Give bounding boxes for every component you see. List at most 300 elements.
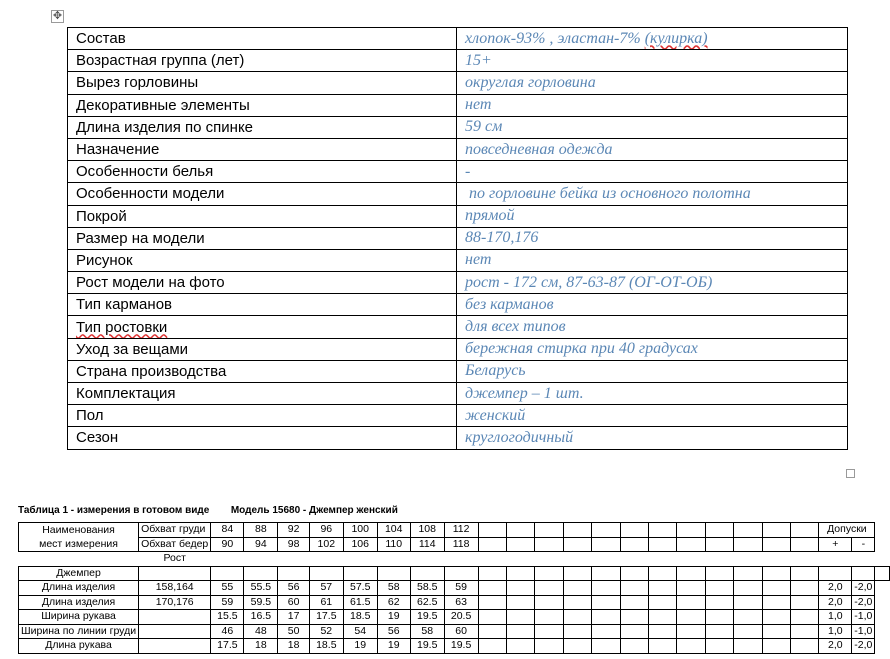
empty-cell[interactable]: [592, 581, 620, 596]
empty-cell[interactable]: [648, 552, 676, 567]
empty-cell[interactable]: [535, 566, 563, 581]
chest-size[interactable]: 84: [211, 523, 244, 538]
empty-cell[interactable]: [478, 610, 506, 625]
tol-plus[interactable]: 1,0: [819, 610, 852, 625]
empty-cell[interactable]: [19, 552, 139, 567]
spec-value-text: округлая горловина: [465, 73, 596, 91]
empty-cell[interactable]: [819, 552, 852, 567]
spec-value-spellcheck: (кулирка): [644, 29, 708, 47]
spec-row: [68, 316, 848, 338]
empty-cell[interactable]: [535, 581, 563, 596]
empty-cell[interactable]: [677, 610, 705, 625]
measure-height[interactable]: 158,164: [139, 581, 211, 596]
height-label[interactable]: Рост: [163, 552, 186, 565]
table1-caption-model: Модель 15680 - Джемпер женский: [230, 505, 398, 516]
empty-cell[interactable]: [791, 639, 819, 654]
empty-cell[interactable]: [535, 624, 563, 639]
tol-plus[interactable]: 1,0: [819, 624, 852, 639]
empty-cell[interactable]: [244, 566, 278, 581]
tol-plus-header[interactable]: +: [819, 537, 852, 552]
measure-value[interactable]: 56: [278, 581, 310, 596]
empty-cell[interactable]: [478, 624, 506, 639]
empty-cell[interactable]: [677, 639, 705, 654]
spec-value-text: Беларусь: [465, 362, 526, 380]
empty-cell[interactable]: [791, 552, 819, 567]
spec-value-text: 88-170,176: [465, 229, 539, 247]
empty-cell[interactable]: [677, 537, 705, 552]
hip-size[interactable]: 114: [410, 537, 444, 552]
tol-minus[interactable]: -2,0: [852, 581, 875, 596]
empty-cell[interactable]: [791, 537, 819, 552]
measure-value[interactable]: 62.5: [410, 595, 444, 610]
empty-cell[interactable]: [648, 639, 676, 654]
spec-row: [68, 183, 848, 205]
measure-value[interactable]: 61.5: [343, 595, 377, 610]
measure-value[interactable]: 19.5: [444, 639, 478, 654]
spec-value[interactable]: [457, 50, 848, 72]
empty-cell[interactable]: [244, 552, 278, 567]
spec-row: [68, 72, 848, 94]
measure-value[interactable]: 17: [278, 610, 310, 625]
spec-value-text: хлопок-93% , эластан-7%: [465, 29, 645, 47]
empty-cell[interactable]: [620, 537, 648, 552]
spec-row: [68, 360, 848, 382]
empty-cell[interactable]: [734, 566, 762, 581]
measure-value[interactable]: 62: [377, 595, 410, 610]
empty-cell[interactable]: [734, 552, 762, 567]
spec-value-text: рост - 172 см, 87-63-87 (ОГ-ОТ-ОБ): [465, 273, 713, 291]
spec-label[interactable]: Комплектация: [68, 383, 457, 405]
tol-plus[interactable]: 2,0: [819, 581, 852, 596]
measure-value[interactable]: 61: [309, 595, 343, 610]
empty-cell[interactable]: [535, 595, 563, 610]
empty-cell[interactable]: [535, 639, 563, 654]
empty-cell[interactable]: [762, 624, 790, 639]
spec-value[interactable]: [457, 338, 848, 360]
spec-label[interactable]: Рисунок: [68, 249, 457, 271]
empty-cell[interactable]: [211, 566, 244, 581]
empty-cell[interactable]: [478, 523, 506, 538]
spec-value-text: 15+: [465, 51, 492, 69]
spec-value[interactable]: [457, 72, 848, 94]
empty-cell[interactable]: [620, 552, 648, 567]
spec-value-text: для всех типов: [465, 318, 566, 336]
empty-cell[interactable]: [309, 552, 343, 567]
measure-value[interactable]: 19.5: [410, 639, 444, 654]
empty-cell[interactable]: [139, 566, 211, 581]
header-name-cell[interactable]: [19, 523, 139, 552]
table-row: [19, 639, 890, 654]
empty-cell[interactable]: [852, 566, 875, 581]
measure-value[interactable]: 58: [410, 624, 444, 639]
spec-value-text: по горловине бейка из основного полотна: [465, 184, 751, 202]
empty-cell[interactable]: [535, 537, 563, 552]
empty-cell[interactable]: [478, 552, 506, 567]
empty-cell[interactable]: [592, 595, 620, 610]
empty-cell[interactable]: [620, 595, 648, 610]
empty-cell[interactable]: [478, 581, 506, 596]
empty-cell[interactable]: [506, 639, 534, 654]
empty-cell[interactable]: [535, 523, 563, 538]
spec-label[interactable]: Страна производства: [68, 360, 457, 382]
empty-cell[interactable]: [734, 523, 762, 538]
empty-cell[interactable]: [620, 624, 648, 639]
empty-cell[interactable]: [791, 581, 819, 596]
spec-row: [68, 294, 848, 316]
empty-cell[interactable]: [677, 624, 705, 639]
tolerance-header[interactable]: Допуски: [819, 523, 875, 538]
empty-cell[interactable]: [648, 566, 676, 581]
spec-row: [68, 383, 848, 405]
empty-cell[interactable]: [592, 624, 620, 639]
empty-cell[interactable]: [620, 523, 648, 538]
measure-value[interactable]: 48: [244, 624, 278, 639]
empty-cell[interactable]: [444, 552, 478, 567]
spec-label-text: Тип ростовки: [76, 318, 168, 336]
header-name-line1: Наименования: [42, 524, 115, 536]
hip-size[interactable]: 90: [211, 537, 244, 552]
hip-size[interactable]: 102: [309, 537, 343, 552]
empty-cell[interactable]: [563, 537, 591, 552]
hip-size[interactable]: 110: [377, 537, 410, 552]
empty-cell[interactable]: [734, 639, 762, 654]
empty-cell[interactable]: [563, 610, 591, 625]
tol-minus-header[interactable]: -: [852, 537, 875, 552]
spec-label[interactable]: Длина изделия по спинке: [68, 116, 457, 138]
spec-value-text: повседневная одежда: [465, 140, 613, 158]
spec-row: [68, 249, 848, 271]
measure-value[interactable]: 60: [444, 624, 478, 639]
table-move-handle-icon[interactable]: ✥: [52, 10, 63, 22]
measure-value[interactable]: 17.5: [211, 639, 244, 654]
empty-cell[interactable]: [648, 595, 676, 610]
measure-value[interactable]: 59: [444, 581, 478, 596]
spec-label[interactable]: Возрастная группа (лет): [68, 50, 457, 72]
empty-cell[interactable]: [677, 566, 705, 581]
spec-row: [68, 28, 848, 50]
spec-row: [68, 338, 848, 360]
spec-row: [68, 405, 848, 427]
empty-cell[interactable]: [278, 566, 310, 581]
spec-label[interactable]: Назначение: [68, 138, 457, 160]
empty-cell[interactable]: [278, 552, 310, 567]
empty-cell[interactable]: [563, 624, 591, 639]
empty-cell[interactable]: [705, 639, 733, 654]
empty-cell[interactable]: [506, 537, 534, 552]
table-row: [19, 624, 890, 639]
empty-cell[interactable]: [410, 566, 444, 581]
chest-size[interactable]: 112: [444, 523, 478, 538]
empty-cell[interactable]: [762, 552, 790, 567]
table-row: [19, 581, 890, 596]
empty-cell[interactable]: [705, 523, 733, 538]
table1-row-height: [19, 552, 890, 567]
hip-size[interactable]: 94: [244, 537, 278, 552]
spec-label[interactable]: Особенности модели: [68, 183, 457, 205]
measure-value[interactable]: 58.5: [410, 581, 444, 596]
empty-cell[interactable]: [705, 566, 733, 581]
hip-size[interactable]: 98: [278, 537, 310, 552]
measure-value[interactable]: 16.5: [244, 610, 278, 625]
measure-name[interactable]: Длина рукава: [19, 639, 139, 654]
measure-height[interactable]: 170,176: [139, 595, 211, 610]
measure-value[interactable]: 50: [278, 624, 310, 639]
measure-value[interactable]: 57.5: [343, 581, 377, 596]
empty-cell[interactable]: [563, 639, 591, 654]
spec-label[interactable]: Рост модели на фото: [68, 272, 457, 294]
empty-cell[interactable]: [478, 566, 506, 581]
empty-cell[interactable]: [852, 552, 875, 567]
measure-value[interactable]: 55: [211, 581, 244, 596]
spec-value[interactable]: [457, 183, 848, 205]
empty-cell[interactable]: [875, 566, 890, 581]
empty-cell[interactable]: [705, 552, 733, 567]
empty-cell[interactable]: [506, 610, 534, 625]
spec-label[interactable]: Уход за вещами: [68, 338, 457, 360]
empty-cell[interactable]: [762, 566, 790, 581]
empty-cell[interactable]: [705, 624, 733, 639]
empty-cell[interactable]: [592, 552, 620, 567]
chest-size[interactable]: 100: [343, 523, 377, 538]
measure-value[interactable]: 46: [211, 624, 244, 639]
spec-value[interactable]: [457, 294, 848, 316]
hips-label[interactable]: Обхват бедер: [139, 537, 211, 552]
empty-cell[interactable]: [478, 595, 506, 610]
empty-cell[interactable]: [734, 610, 762, 625]
spec-value[interactable]: [457, 138, 848, 160]
spec-row: [68, 94, 848, 116]
empty-cell[interactable]: [563, 552, 591, 567]
spec-value[interactable]: [457, 383, 848, 405]
spec-row: [68, 272, 848, 294]
empty-cell[interactable]: [506, 552, 534, 567]
empty-cell[interactable]: [309, 566, 343, 581]
measure-value[interactable]: 17.5: [309, 610, 343, 625]
tol-minus[interactable]: -1,0: [852, 610, 875, 625]
tol-plus[interactable]: 2,0: [819, 595, 852, 610]
measure-value[interactable]: 19.5: [410, 610, 444, 625]
spec-value[interactable]: [457, 427, 848, 449]
empty-cell[interactable]: [506, 595, 534, 610]
empty-cell[interactable]: [762, 639, 790, 654]
empty-cell[interactable]: [677, 523, 705, 538]
spec-value-text: бережная стирка при 40 градусах: [465, 340, 698, 358]
empty-cell[interactable]: [648, 581, 676, 596]
measure-value[interactable]: 18.5: [309, 639, 343, 654]
empty-cell[interactable]: [875, 552, 890, 567]
empty-cell[interactable]: [592, 537, 620, 552]
empty-cell[interactable]: [762, 537, 790, 552]
empty-cell[interactable]: [563, 581, 591, 596]
spec-value[interactable]: [457, 161, 848, 183]
spec-value[interactable]: [457, 360, 848, 382]
empty-cell[interactable]: [677, 581, 705, 596]
spec-label[interactable]: Декоративные элементы: [68, 94, 457, 116]
empty-cell[interactable]: [377, 552, 410, 567]
spec-label[interactable]: Состав: [68, 28, 457, 50]
empty-cell[interactable]: [819, 566, 852, 581]
empty-cell[interactable]: [444, 566, 478, 581]
chest-size[interactable]: 96: [309, 523, 343, 538]
empty-cell[interactable]: [592, 639, 620, 654]
empty-cell[interactable]: [478, 537, 506, 552]
spec-row: [68, 50, 848, 72]
spec-label[interactable]: Покрой: [68, 205, 457, 227]
spec-row: [68, 205, 848, 227]
empty-cell[interactable]: [410, 552, 444, 567]
empty-cell[interactable]: [762, 595, 790, 610]
measure-value[interactable]: 58: [377, 581, 410, 596]
empty-cell[interactable]: [791, 566, 819, 581]
empty-cell[interactable]: [506, 581, 534, 596]
empty-cell[interactable]: [506, 624, 534, 639]
empty-cell[interactable]: [734, 581, 762, 596]
measure-value[interactable]: 59.5: [244, 595, 278, 610]
measure-height[interactable]: [139, 639, 211, 654]
spec-value[interactable]: [457, 227, 848, 249]
tol-minus[interactable]: -2,0: [852, 595, 875, 610]
spec-value[interactable]: [457, 405, 848, 427]
spec-value-text: нет: [465, 251, 492, 269]
empty-cell[interactable]: [677, 595, 705, 610]
empty-cell[interactable]: [592, 523, 620, 538]
measure-value[interactable]: 59: [211, 595, 244, 610]
empty-cell[interactable]: [705, 595, 733, 610]
spec-label[interactable]: Сезон: [68, 427, 457, 449]
spec-value-text: прямой: [465, 207, 515, 225]
empty-cell[interactable]: [705, 581, 733, 596]
spec-value[interactable]: [457, 272, 848, 294]
empty-cell[interactable]: [620, 566, 648, 581]
empty-cell[interactable]: [648, 610, 676, 625]
empty-cell[interactable]: [506, 523, 534, 538]
empty-cell[interactable]: [563, 523, 591, 538]
empty-cell[interactable]: [791, 624, 819, 639]
measure-name[interactable]: Длина изделия: [19, 581, 139, 596]
measure-value[interactable]: 19: [343, 639, 377, 654]
hip-size[interactable]: 106: [343, 537, 377, 552]
spec-value-text: -: [465, 162, 471, 180]
empty-cell[interactable]: [343, 566, 377, 581]
empty-cell[interactable]: [734, 595, 762, 610]
empty-cell[interactable]: [762, 610, 790, 625]
table1-row-section: [19, 566, 890, 581]
empty-cell[interactable]: [563, 566, 591, 581]
spec-label[interactable]: Тип карманов: [68, 294, 457, 316]
chest-size[interactable]: 92: [278, 523, 310, 538]
measure-value[interactable]: 52: [309, 624, 343, 639]
spec-value[interactable]: [457, 249, 848, 271]
spec-value-text: нет: [465, 96, 492, 114]
empty-cell[interactable]: [648, 537, 676, 552]
chest-size[interactable]: 88: [244, 523, 278, 538]
spec-value[interactable]: [457, 28, 848, 50]
empty-cell[interactable]: [620, 581, 648, 596]
product-spec-table: [67, 27, 848, 450]
measure-value[interactable]: 63: [444, 595, 478, 610]
measure-value[interactable]: 55.5: [244, 581, 278, 596]
spec-label[interactable]: [68, 316, 457, 338]
table-resize-handle[interactable]: [846, 469, 855, 478]
measure-value[interactable]: 19: [377, 610, 410, 625]
empty-cell[interactable]: [648, 624, 676, 639]
measure-value[interactable]: 54: [343, 624, 377, 639]
table1-caption: [18, 505, 398, 516]
empty-cell[interactable]: [705, 610, 733, 625]
empty-cell[interactable]: [620, 610, 648, 625]
empty-cell[interactable]: [791, 523, 819, 538]
empty-cell[interactable]: [592, 610, 620, 625]
spec-value-text: джемпер – 1 шт.: [465, 384, 584, 402]
empty-cell[interactable]: [762, 581, 790, 596]
measure-value[interactable]: 60: [278, 595, 310, 610]
measure-value[interactable]: 18.5: [343, 610, 377, 625]
spec-value[interactable]: [457, 94, 848, 116]
empty-cell[interactable]: [620, 639, 648, 654]
empty-cell[interactable]: [535, 552, 563, 567]
spec-row: [68, 116, 848, 138]
measure-value[interactable]: 20.5: [444, 610, 478, 625]
hip-size[interactable]: 118: [444, 537, 478, 552]
measure-value[interactable]: 19: [377, 639, 410, 654]
measure-value[interactable]: 15.5: [211, 610, 244, 625]
chest-size[interactable]: 104: [377, 523, 410, 538]
empty-cell[interactable]: [791, 610, 819, 625]
spec-label[interactable]: Особенности белья: [68, 161, 457, 183]
measure-name[interactable]: Ширина по линии груди: [19, 624, 139, 639]
measure-height[interactable]: [139, 610, 211, 625]
empty-cell[interactable]: [762, 523, 790, 538]
empty-cell[interactable]: [563, 595, 591, 610]
empty-cell[interactable]: [791, 595, 819, 610]
spec-value[interactable]: [457, 205, 848, 227]
measure-value[interactable]: 18: [244, 639, 278, 654]
spec-label[interactable]: Вырез горловины: [68, 72, 457, 94]
spec-value-text: женский: [465, 406, 526, 424]
spec-value[interactable]: [457, 116, 848, 138]
spec-label[interactable]: Размер на модели: [68, 227, 457, 249]
empty-cell[interactable]: [211, 552, 244, 567]
tol-minus[interactable]: -2,0: [852, 639, 875, 654]
measure-name[interactable]: Ширина рукава: [19, 610, 139, 625]
empty-cell[interactable]: [535, 610, 563, 625]
spec-label[interactable]: Пол: [68, 405, 457, 427]
chest-size[interactable]: 108: [410, 523, 444, 538]
measure-value[interactable]: 18: [278, 639, 310, 654]
empty-cell[interactable]: [592, 566, 620, 581]
empty-cell[interactable]: [734, 624, 762, 639]
measure-height[interactable]: [139, 624, 211, 639]
spec-value[interactable]: [457, 316, 848, 338]
tol-plus[interactable]: 2,0: [819, 639, 852, 654]
measure-value[interactable]: 57: [309, 581, 343, 596]
empty-cell[interactable]: [506, 566, 534, 581]
section-label[interactable]: Джемпер: [19, 566, 139, 581]
tol-minus[interactable]: -1,0: [852, 624, 875, 639]
spec-row: [68, 427, 848, 449]
measure-value[interactable]: 56: [377, 624, 410, 639]
empty-cell[interactable]: [677, 552, 705, 567]
empty-cell[interactable]: [705, 537, 733, 552]
empty-cell[interactable]: [343, 552, 377, 567]
empty-cell[interactable]: [734, 537, 762, 552]
chest-label[interactable]: Обхват груди: [139, 523, 211, 538]
empty-cell[interactable]: [478, 639, 506, 654]
empty-cell[interactable]: [377, 566, 410, 581]
measure-name[interactable]: Длина изделия: [19, 595, 139, 610]
spec-row: [68, 161, 848, 183]
empty-cell[interactable]: [648, 523, 676, 538]
